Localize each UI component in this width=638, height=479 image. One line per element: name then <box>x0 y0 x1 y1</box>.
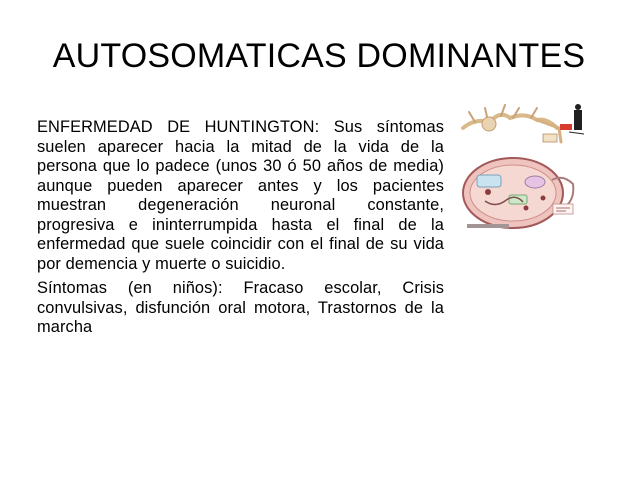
neuron-illustration <box>463 104 584 142</box>
huntington-paragraph: ENFERMEDAD DE HUNTINGTON: Sus síntomas suelen aparecer hacia la mitad de la vida de la persona que lo padece (unos 30 ó 50 años de media) aunque pueden aparecer antes y los pacientes muestran degeneración neuronal constante, progresiva e ininterrumpida hasta el final de la enfermedad que suele coincidir con el final de su vida por demencia y muerte o suicidio. <box>37 118 444 273</box>
slide-body <box>37 118 444 338</box>
child-symptoms-paragraph: Síntomas (en niños): Fracaso escolar, Crisis convulsivas, disfunción oral motora, Trastornos de la marcha <box>37 279 444 336</box>
cell-diagram <box>463 158 573 228</box>
slide-title: AUTOSOMATICAS DOMINANTES <box>52 37 586 75</box>
neuron-cell-icon <box>455 100 605 250</box>
neuron-cell-diagram <box>455 100 605 250</box>
